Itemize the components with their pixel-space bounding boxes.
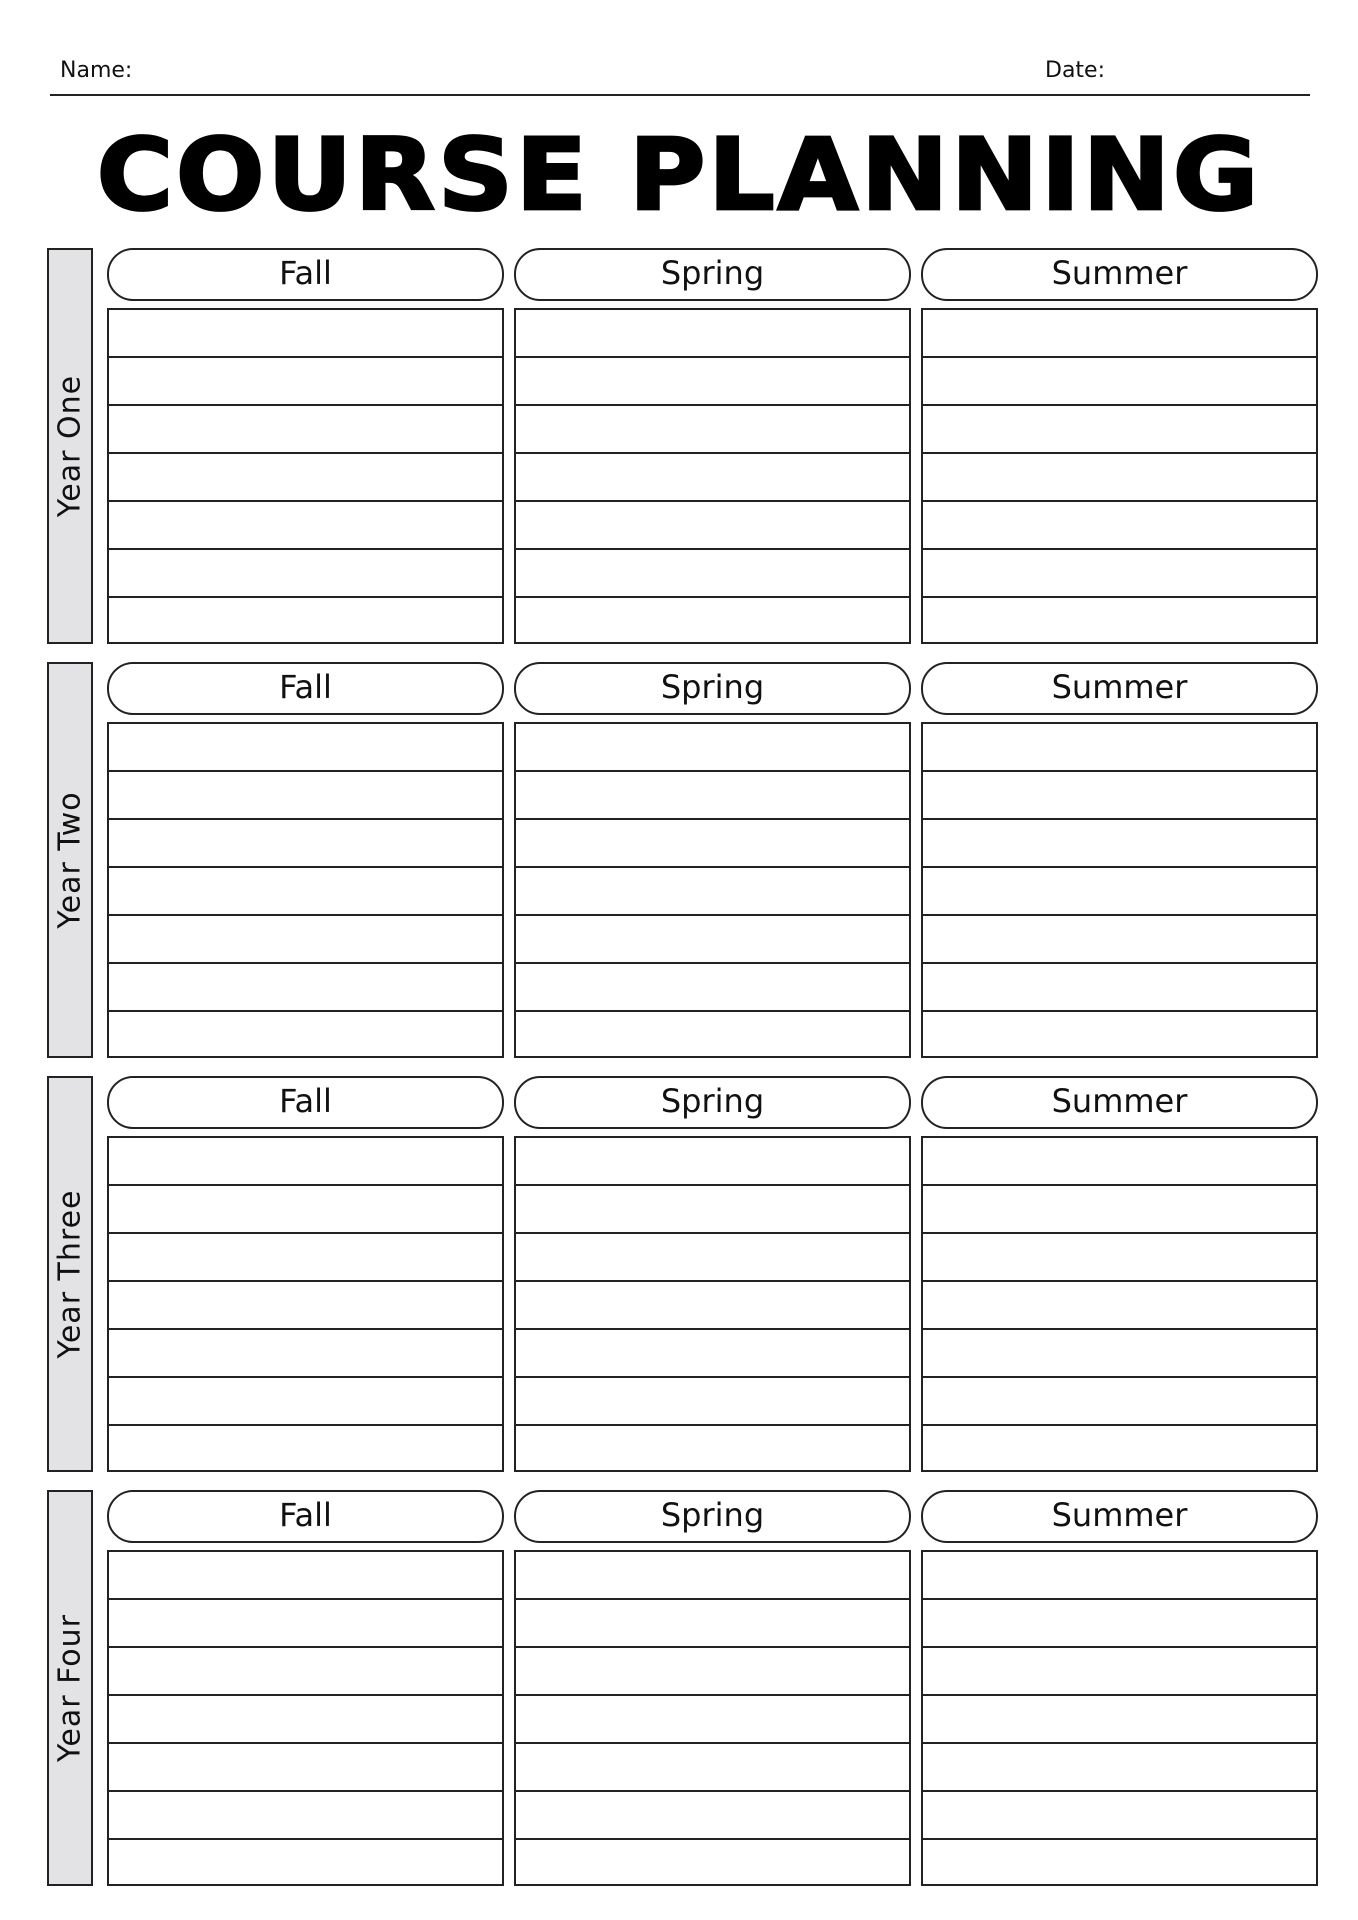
line-divider	[516, 1280, 909, 1282]
line-divider	[923, 962, 1316, 964]
line-divider	[923, 548, 1316, 550]
line-divider	[109, 1376, 502, 1378]
line-divider	[923, 1694, 1316, 1696]
course-lines[interactable]	[921, 722, 1318, 1058]
line-divider	[923, 1790, 1316, 1792]
line-divider	[516, 962, 909, 964]
year-side-panel	[47, 248, 93, 644]
line-divider	[923, 914, 1316, 916]
line-divider	[516, 1376, 909, 1378]
line-divider	[923, 404, 1316, 406]
course-lines[interactable]	[107, 1136, 504, 1472]
line-divider	[109, 770, 502, 772]
line-divider	[109, 1232, 502, 1234]
page-title: COURSE PLANNING	[96, 117, 1262, 233]
season-column-spring	[514, 1490, 911, 1886]
year-label: Year Three	[52, 1189, 88, 1359]
year-block-four	[0, 1490, 1358, 1890]
line-divider	[109, 452, 502, 454]
season-column-summer	[921, 248, 1318, 644]
line-divider	[923, 1010, 1316, 1012]
year-side-panel	[47, 1490, 93, 1886]
line-divider	[516, 866, 909, 868]
line-divider	[923, 452, 1316, 454]
line-divider	[923, 1424, 1316, 1426]
line-divider	[516, 1328, 909, 1330]
line-divider	[516, 596, 909, 598]
line-divider	[109, 818, 502, 820]
year-side-panel	[47, 662, 93, 1058]
line-divider	[109, 500, 502, 502]
line-divider	[923, 1598, 1316, 1600]
line-divider	[516, 1742, 909, 1744]
season-column-summer	[921, 1490, 1318, 1886]
line-divider	[516, 1790, 909, 1792]
line-divider	[516, 1694, 909, 1696]
line-divider	[923, 1376, 1316, 1378]
line-divider	[516, 818, 909, 820]
course-lines[interactable]	[514, 1550, 911, 1886]
line-divider	[923, 1646, 1316, 1648]
season-header: Spring	[514, 1076, 911, 1129]
line-divider	[923, 1232, 1316, 1234]
line-divider	[109, 1838, 502, 1840]
course-lines[interactable]	[921, 308, 1318, 644]
line-divider	[516, 1424, 909, 1426]
season-header: Spring	[514, 1490, 911, 1543]
course-lines[interactable]	[514, 722, 911, 1058]
year-block-one	[0, 248, 1358, 648]
line-divider	[109, 1742, 502, 1744]
line-divider	[923, 356, 1316, 358]
season-header: Summer	[921, 248, 1318, 301]
line-divider	[109, 962, 502, 964]
year-block-three	[0, 1076, 1358, 1476]
course-lines[interactable]	[921, 1550, 1318, 1886]
line-divider	[516, 404, 909, 406]
line-divider	[516, 500, 909, 502]
line-divider	[109, 356, 502, 358]
season-column-summer	[921, 662, 1318, 1058]
line-divider	[109, 548, 502, 550]
line-divider	[109, 1790, 502, 1792]
course-lines[interactable]	[107, 1550, 504, 1886]
course-lines[interactable]	[514, 308, 911, 644]
year-block-two	[0, 662, 1358, 1062]
line-divider	[109, 1646, 502, 1648]
line-divider	[923, 1838, 1316, 1840]
line-divider	[516, 1232, 909, 1234]
season-header: Summer	[921, 1076, 1318, 1129]
course-lines[interactable]	[107, 308, 504, 644]
line-divider	[923, 1742, 1316, 1744]
season-header: Summer	[921, 662, 1318, 715]
season-column-spring	[514, 248, 911, 644]
line-divider	[923, 500, 1316, 502]
course-lines[interactable]	[514, 1136, 911, 1472]
season-column-fall	[107, 1076, 504, 1472]
season-header: Summer	[921, 1490, 1318, 1543]
line-divider	[516, 1184, 909, 1186]
line-divider	[109, 914, 502, 916]
line-divider	[516, 1010, 909, 1012]
course-lines[interactable]	[921, 1136, 1318, 1472]
line-divider	[923, 1328, 1316, 1330]
line-divider	[923, 866, 1316, 868]
line-divider	[109, 1010, 502, 1012]
season-header: Spring	[514, 662, 911, 715]
line-divider	[516, 548, 909, 550]
name-label: Name:	[60, 58, 133, 83]
line-divider	[109, 1280, 502, 1282]
line-divider	[516, 1646, 909, 1648]
line-divider	[516, 356, 909, 358]
line-divider	[109, 866, 502, 868]
line-divider	[516, 1598, 909, 1600]
season-header: Fall	[107, 1076, 504, 1129]
season-column-spring	[514, 662, 911, 1058]
line-divider	[923, 1280, 1316, 1282]
line-divider	[516, 452, 909, 454]
line-divider	[923, 770, 1316, 772]
line-divider	[923, 596, 1316, 598]
line-divider	[109, 1328, 502, 1330]
season-header: Fall	[107, 248, 504, 301]
line-divider	[109, 1424, 502, 1426]
course-lines[interactable]	[107, 722, 504, 1058]
season-header: Spring	[514, 248, 911, 301]
season-column-spring	[514, 1076, 911, 1472]
season-column-fall	[107, 248, 504, 644]
date-label: Date:	[1045, 58, 1105, 83]
season-header: Fall	[107, 662, 504, 715]
season-column-summer	[921, 1076, 1318, 1472]
line-divider	[516, 770, 909, 772]
year-label: Year One	[52, 374, 88, 518]
line-divider	[516, 1838, 909, 1840]
line-divider	[516, 914, 909, 916]
line-divider	[109, 1184, 502, 1186]
line-divider	[109, 1598, 502, 1600]
season-header: Fall	[107, 1490, 504, 1543]
line-divider	[109, 1694, 502, 1696]
year-label: Year Four	[52, 1614, 88, 1762]
line-divider	[109, 404, 502, 406]
season-column-fall	[107, 662, 504, 1058]
year-side-panel	[47, 1076, 93, 1472]
line-divider	[109, 596, 502, 598]
line-divider	[923, 1184, 1316, 1186]
season-column-fall	[107, 1490, 504, 1886]
year-label: Year Two	[52, 791, 88, 929]
line-divider	[923, 818, 1316, 820]
name-date-line[interactable]	[50, 94, 1310, 96]
